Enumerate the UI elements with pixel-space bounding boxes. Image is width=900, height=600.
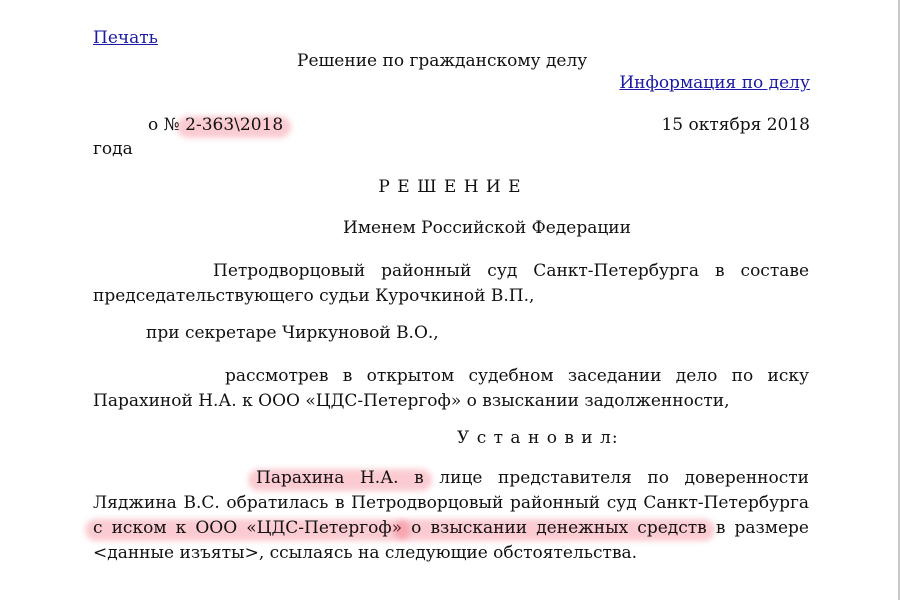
case-number: 2-363\2018 bbox=[185, 115, 284, 135]
print-link[interactable]: Печать bbox=[93, 28, 158, 48]
claim-subject: о взыскании денежных средств bbox=[402, 518, 707, 538]
case-number-line bbox=[148, 115, 283, 135]
decision-heading: Р Е Ш Е Н И Е bbox=[378, 177, 522, 197]
decision-date: 15 октября 2018 bbox=[661, 115, 810, 135]
decision-date-tail: года bbox=[93, 139, 133, 159]
case-number-prefix: о № bbox=[148, 115, 186, 135]
secretary-line: при секретаре Чиркуновой В.О., bbox=[146, 323, 439, 343]
established-heading: У с т а н о в и л: bbox=[457, 428, 619, 448]
document-title: Решение по гражданскому делу bbox=[297, 51, 588, 71]
in-name-of-federation: Именем Российской Федерации bbox=[343, 218, 631, 238]
claim-text-end: в размере <данные изъяты>, ссылаясь на следующие обстоятельства. bbox=[93, 518, 809, 563]
case-info-link[interactable]: Информация по делу bbox=[619, 73, 810, 93]
court-composition-paragraph: Петродворцовый районный суд Санкт-Петербурга в составе председательствующего судьи Курочкиной В.П., bbox=[93, 261, 809, 306]
claim-plaintiff: Парахина Н.А. в bbox=[256, 468, 424, 488]
claim-text: лице представителя по доверенности Ляджина В.С. обратилась в Петродворцовый районный суд Санкт-Петербурга bbox=[93, 468, 809, 513]
considered-paragraph: рассмотрев в открытом судебном заседании дело по иску Парахиной Н.А. к ООО «ЦДС-Петергоф» о взыскании задолженности, bbox=[93, 366, 809, 411]
claim-paragraph bbox=[93, 466, 809, 566]
claim-lawsuit: с иском к ООО «ЦДС-Петергоф» bbox=[93, 518, 403, 538]
